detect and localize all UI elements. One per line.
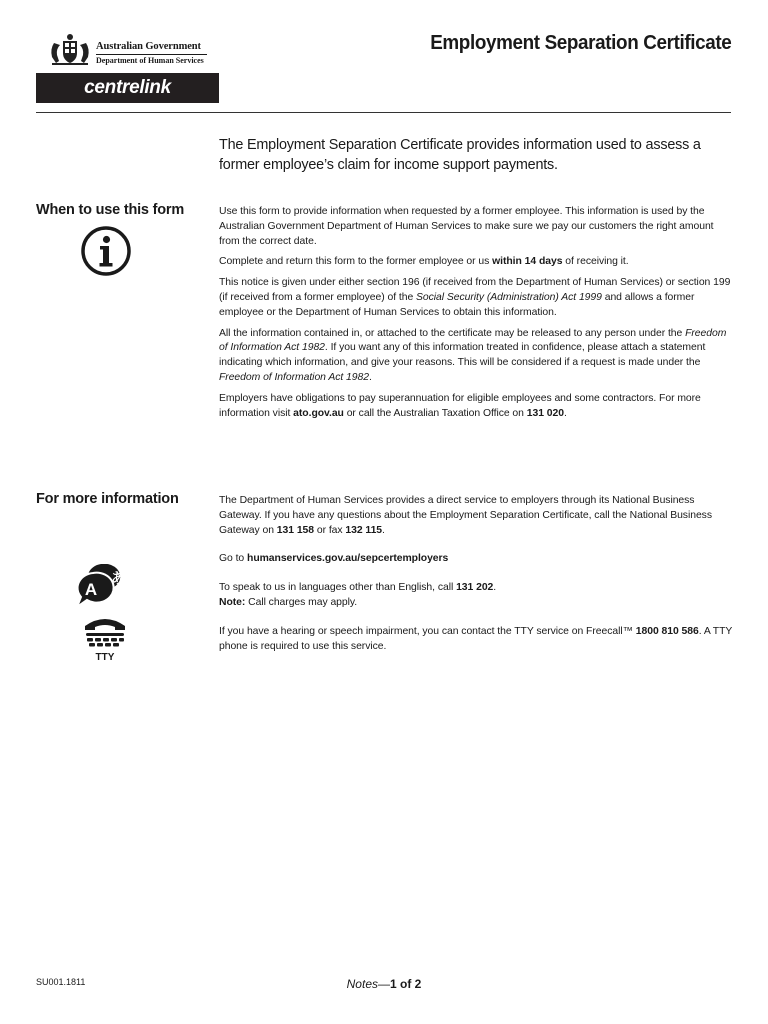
text-run: All the information contained in, or attached to the certificate may be released to any person under the [219,327,686,339]
dash: — [378,977,390,991]
more-paragraph-5 [219,625,734,655]
sepcert-link[interactable]: humanservices.gov.au/sepcertemployers [247,553,449,565]
ato-phone: 131 020 [526,407,564,419]
when-paragraph-4 [219,327,734,386]
document-title: Employment Separation Certificate [429,31,731,54]
text-run: or fax [314,524,346,536]
tty-phone-icon [80,616,130,662]
when-paragraph-3 [219,276,734,320]
text-run: Employers have obligations to pay superannuation for eligible employees and some contractors. For more information visit [219,392,701,419]
language-glyph-b: あ [111,571,125,587]
more-paragraph-2 [219,552,734,567]
text-run: . [382,524,385,536]
act-title: Freedom of Information Act 1982 [219,327,727,354]
when-paragraph-2 [219,255,734,270]
text-run: . [493,582,497,594]
header-divider [36,112,731,113]
notes-label: Notes [346,977,378,991]
language-icon [73,564,139,610]
text-run: . If you want any of this information treated in confidence, please attach a statement indicating which information, and give your reasons. This will be considered if a request is made under the [219,342,706,369]
government-name: Australian Government [96,41,201,52]
deadline-emphasis: within 14 days [492,256,563,268]
more-info-body [219,494,734,660]
centrelink-logo-text: centrelink [84,77,171,98]
more-info-heading: For more information [36,491,179,507]
text-run: . [563,407,567,419]
text-run: . A TTY phone is required to use this service. [219,625,733,652]
text-run: If you have a hearing or speech impairment, you can contact the TTY service on Freecall™ [219,625,636,637]
text-run: Complete and return this form to the former employee or us [219,256,493,268]
page-footer [0,977,768,991]
when-to-use-body [219,205,734,427]
info-icon [79,226,133,276]
text-run: of receiving it. [562,256,629,268]
text-run: The Department of Human Services provides a direct service to employers through its National Business Gateway. If you have any questions about the Employment Separation Certificate, call the National Business Gateway on [219,495,712,536]
tty-label: TTY [95,652,115,662]
when-paragraph-1: Use this form to provide information when requested by a former employee. This information is used by the Australian Government Department of Human Services to make sure we pay our customers the right amount from the correct date. [219,206,714,247]
language-phone: 131 202 [456,582,494,594]
text-run: This notice is given under either section 196 (if received from the Department of Human Services) or section 199 (if received from a former employee) of the [219,277,731,303]
text-run: To speak to us in languages other than English, call [219,582,457,594]
form-code: SU001.1811 [36,977,86,987]
gateway-phone: 131 158 [276,524,315,536]
language-glyph-a: A [84,580,98,599]
page-number: 1 of 2 [390,977,422,991]
tty-phone: 1800 810 586 [635,625,699,637]
intro-text: The Employment Separation Certificate provides information used to assess a former employee’s claim for income support payments. [219,137,701,173]
logo-divider [96,54,207,55]
coat-of-arms-icon [48,33,92,67]
act-title: Freedom of Information Act 1982 [219,371,369,383]
text-run: or call the Australian Taxation Office on [343,407,527,419]
text-run: and allows a former employee or the Department of Human Services to obtain this information. [219,291,695,318]
text-run: Go to [219,553,248,565]
more-paragraph-1 [219,494,734,538]
text-run: . [368,371,372,383]
department-name: Department of Human Services [96,56,204,65]
act-title: Social Security (Administration) Act 1999 [416,291,602,303]
gateway-fax: 132 115 [345,524,383,536]
note-label: Note: [219,596,246,608]
when-to-use-heading: When to use this form [36,202,185,218]
text-run: Call charges may apply. [245,596,358,608]
more-paragraph-3 [219,581,734,596]
when-paragraph-5 [219,392,734,422]
more-paragraph-4 [219,596,734,611]
ato-link[interactable]: ato.gov.au [293,407,344,419]
